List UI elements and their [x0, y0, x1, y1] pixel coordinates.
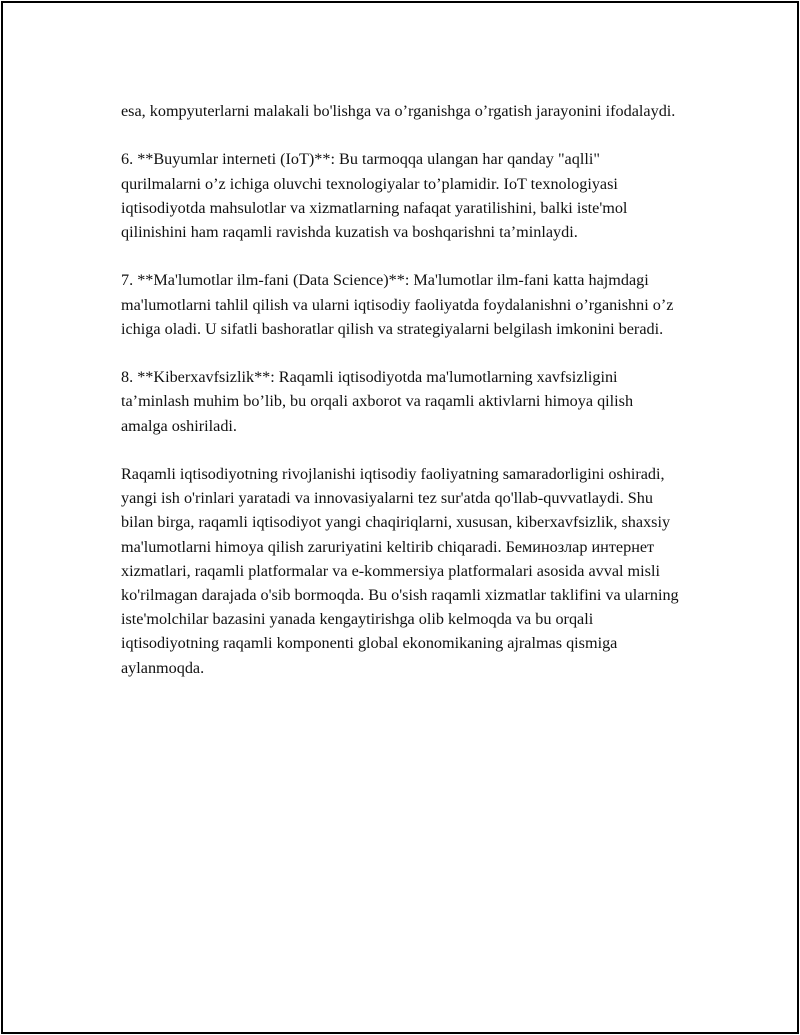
paragraph-intro-continuation: esa, kompyuterlarni malakali bo'lishga va o’rganishga o’rgatish jarayonini ifodalaydi. [121, 102, 676, 120]
paragraph-item-7-data-science: 7. **Ma'lumotlar ilm-fani (Data Science)**: Ma'lumotlar ilm-fani katta hajmdagi ma'lumotlarni tahlil qilish va ularni iqtisodiy faoliyatda foydalanishni o’rganishni o’z ichiga oladi. U sifatli bashoratlar qilish va strategiyalarni belgilash imkonini beradi. [121, 271, 674, 338]
paragraph-item-8-cybersecurity: 8. **Kiberxavfsizlik**: Raqamli iqtisodiyotda ma'lumotlarning xavfsizligini ta’minlash muhim bo’lib, bu orqali axborot va raqamli aktivlarni himoya qilish amalga oshiriladi. [121, 368, 634, 435]
paragraph-conclusion: Raqamli iqtisodiyotning rivojlanishi iqtisodiy faoliyatning samaradorligini oshiradi, yangi ish o'rinlari yaratadi va innovasiyalarni tez sur'atda qo'llab-quvvatlaydi. Shu bilan birga, raqamli iqtisodiyot yangi chaqiriqlarni, xususan, kiberxavfsizlik, shaxsiy ma'lumotlarni himoya qilish zaruriyatini keltirib chiqaradi. Беминозлар интернет xizmatlari, raqamli platformalar va e-kommersiya platformalari asosida avval misli ko'rilmagan darajada o'sib bormoqda. Bu o'sish raqamli xizmatlar taklifini va ularning iste'molchilar bazasini yanada kengaytirishga olib kelmoqda va bu orqali iqtisodiyotning raqamli komponenti global ekonomikaning ajralmas qismiga aylanmoqda. [121, 464, 679, 677]
document-body [121, 99, 681, 704]
paragraph-item-6-iot: 6. **Buyumlar interneti (IoT)**: Bu tarmoqqa ulangan har qanday "aqlli" qurilmalarni o’z ichiga oluvchi texnologiyalar to’plamidir. IoT texnologiyasi iqtisodiyotda mahsulotlar va xizmatlarning nafaqat yaratilishini, balki iste'mol qilinishini ham raqamli ravishda kuzatish va boshqarishni ta’minlaydi. [121, 150, 628, 241]
page-frame [1, 1, 799, 1034]
